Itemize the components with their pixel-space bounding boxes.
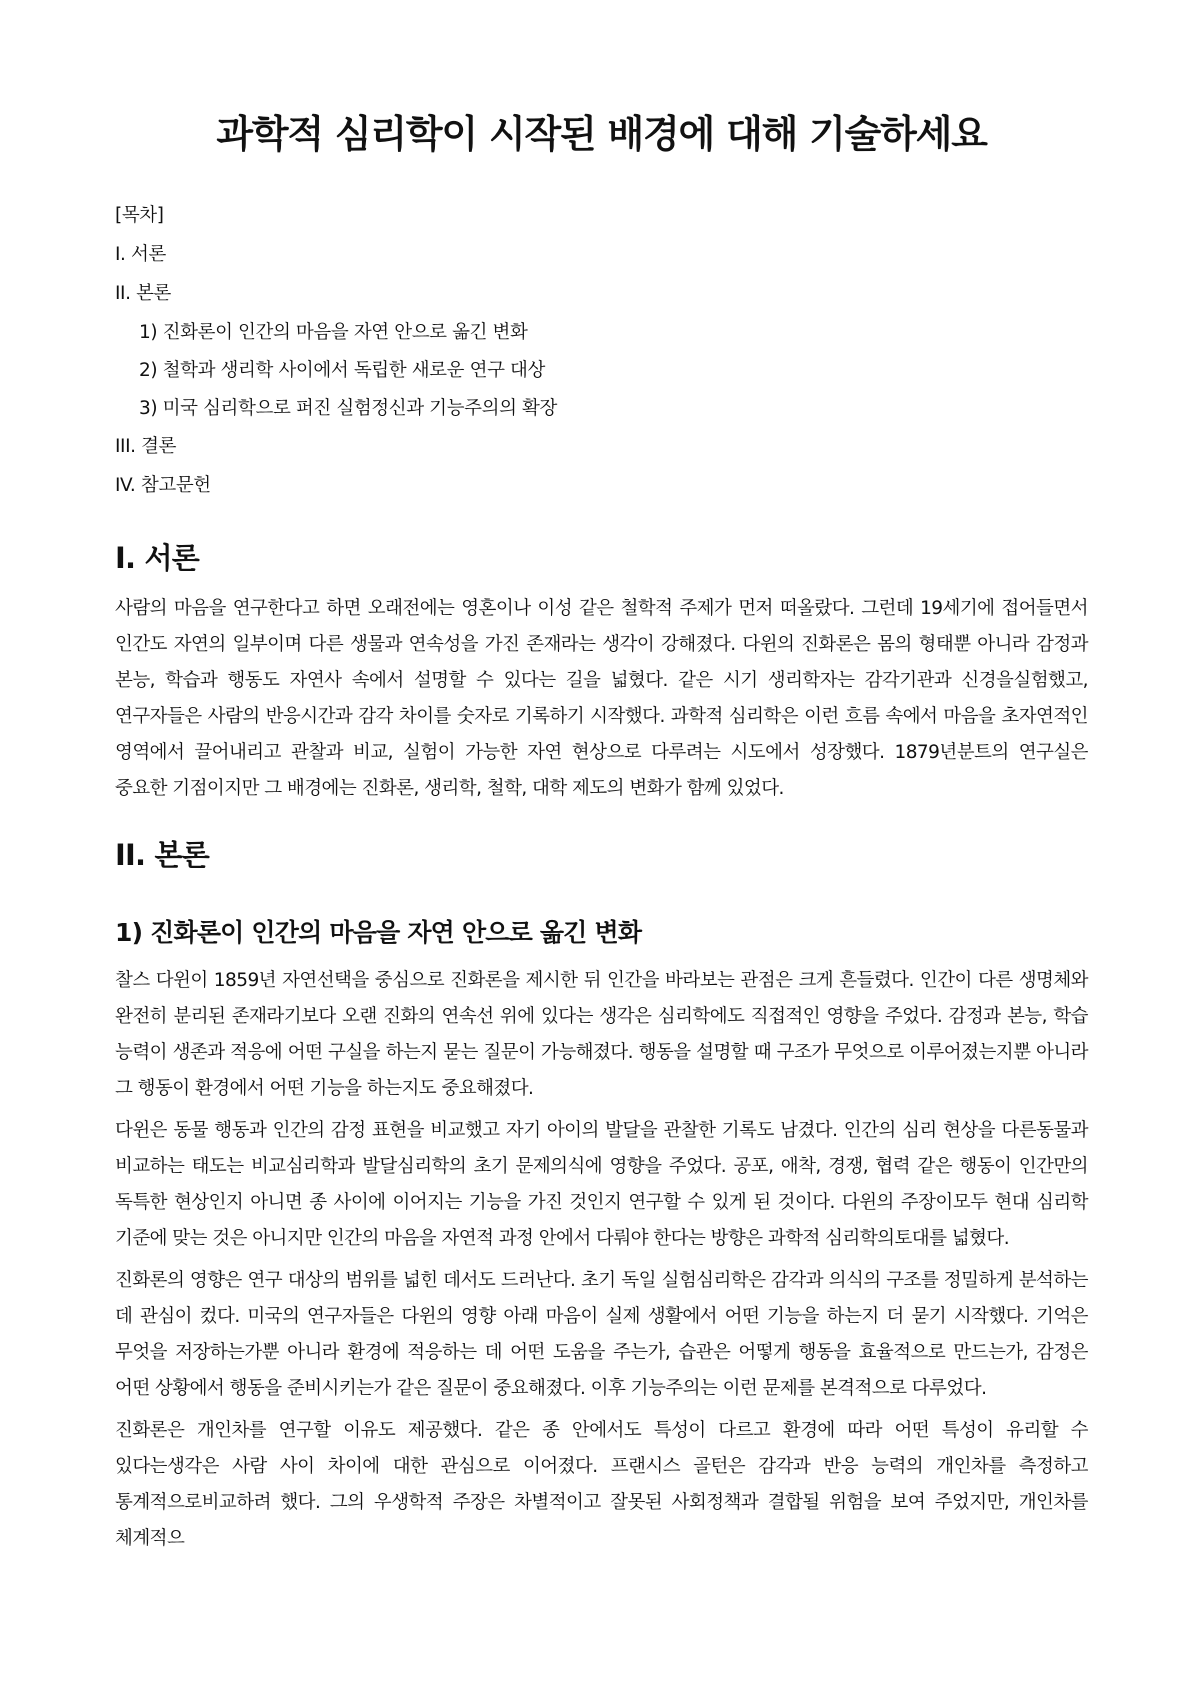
toc-item-body-3: 3) 미국 심리학으로 퍼진 실험정신과 기능주의의 확장	[139, 398, 557, 419]
toc-item-body-1: 1) 진화론이 인간의 마음을 자연 안으로 옮긴 변화	[139, 322, 528, 343]
document-title: 과학적 심리학이 시작된 배경에 대해 기술하세요	[216, 112, 987, 156]
section-heading-body: II. 본론	[115, 838, 209, 872]
table-of-contents	[115, 204, 1088, 498]
body-paragraph-2: 다윈은 동물 행동과 인간의 감정 표현을 비교했고 자기 아이의 발달을 관찰한 기록도 남겼다. 인간의 심리 현상을 다른동물과 비교하는 태도는 비교심리학과 발달심리학의 초기 문제의식에 영향을 주었다. 공포, 애착, 경쟁, 협력 같은 행동이 인간만의 독특한 현상인지 아니면 종 사이에 이어지는 기능을 가진 것인지 연구할 수 있게 된 것이다. 다윈의 주장이모두 현대 심리학 기준에 맞는 것은 아니지만 인간의 마음을 자연적 과정 안에서 다뤄야 한다는 방향은 과학적 심리학의토대를 넓혔다.	[115, 1120, 1088, 1249]
intro-paragraph: 사람의 마음을 연구한다고 하면 오래전에는 영혼이나 이성 같은 철학적 주제가 먼저 떠올랐다. 그런데 19세기에 접어들면서 인간도 자연의 일부이며 다른 생물과 연속성을 가진 존재라는 생각이 강해졌다. 다윈의 진화론은 몸의 형태뿐 아니라 감정과 본능, 학습과 행동도 자연사 속에서 설명할 수 있다는 길을 넓혔다. 같은 시기 생리학자는 감각기관과 신경을실험했고, 연구자들은 사람의 반응시간과 감각 차이를 숫자로 기록하기 시작했다. 과학적 심리학은 이런 흐름 속에서 마음을 초자연적인 영역에서 끌어내리고 관찰과 비교, 실험이 가능한 자연 현상으로 다루려는 시도에서 성장했다. 1879년분트의 연구실은 중요한 기점이지만 그 배경에는 진화론, 생리학, 철학, 대학 제도의 변화가 함께 있었다.	[115, 598, 1088, 799]
section-heading-intro: I. 서론	[115, 541, 199, 575]
toc-item-references: IV. 참고문헌	[115, 475, 211, 496]
subsection-heading-1: 1) 진화론이 인간의 마음을 자연 안으로 옮긴 변화	[115, 918, 642, 947]
toc-header: [목차]	[115, 205, 164, 226]
toc-item-conclusion: III. 결론	[115, 436, 177, 457]
body-paragraph-4: 진화론은 개인차를 연구할 이유도 제공했다. 같은 종 안에서도 특성이 다르고 환경에 따라 어떤 특성이 유리할 수 있다는생각은 사람 사이 차이에 대한 관심으로 이어졌다. 프랜시스 골턴은 감각과 반응 능력의 개인차를 측정하고 통계적으로비교하려 했다. 그의 우생학적 주장은 차별적이고 잘못된 사회정책과 결합될 위험을 보여 주었지만, 개인차를 체계적으	[115, 1420, 1088, 1549]
body-paragraph-1: 찰스 다윈이 1859년 자연선택을 중심으로 진화론을 제시한 뒤 인간을 바라보는 관점은 크게 흔들렸다. 인간이 다른 생명체와 완전히 분리된 존재라기보다 오랜 진화의 연속선 위에 있다는 생각은 심리학에도 직접적인 영향을 주었다. 감정과 본능, 학습 능력이 생존과 적응에 어떤 구실을 하는지 묻는 질문이 가능해졌다. 행동을 설명할 때 구조가 무엇으로 이루어졌는지뿐 아니라 그 행동이 환경에서 어떤 기능을 하는지도 중요해졌다.	[115, 970, 1088, 1099]
toc-item-body-2: 2) 철학과 생리학 사이에서 독립한 새로운 연구 대상	[139, 360, 545, 381]
toc-item-body: II. 본론	[115, 283, 172, 304]
body-paragraph-3: 진화론의 영향은 연구 대상의 범위를 넓힌 데서도 드러난다. 초기 독일 실험심리학은 감각과 의식의 구조를 정밀하게 분석하는 데 관심이 컸다. 미국의 연구자들은 다윈의 영향 아래 마음이 실제 생활에서 어떤 기능을 하는지 더 묻기 시작했다. 기억은 무엇을 저장하는가뿐 아니라 환경에 적응하는 데 어떤 도움을 주는가, 습관은 어떻게 행동을 효율적으로 만드는가, 감정은 어떤 상황에서 행동을 준비시키는가 같은 질문이 중요해졌다. 이후 기능주의는 이런 문제를 본격적으로 다루었다.	[115, 1270, 1088, 1399]
toc-item-intro: I. 서론	[115, 244, 166, 265]
